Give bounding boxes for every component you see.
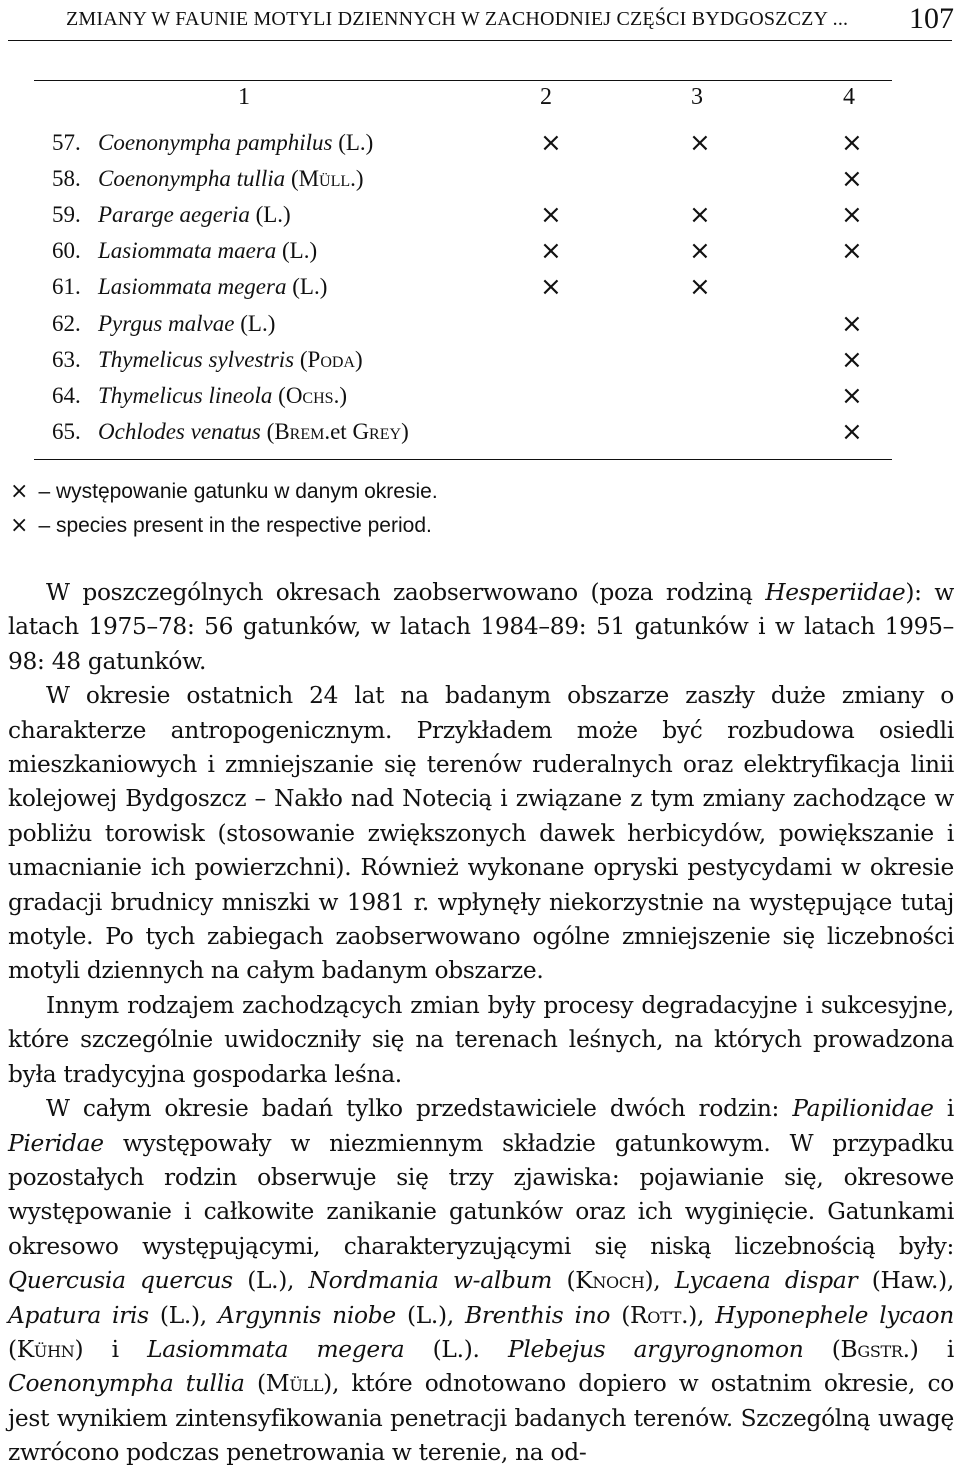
species-name: Thymelicus lineola (Ochs.) — [98, 382, 347, 408]
row-number: 58. — [52, 166, 81, 192]
table-row — [52, 238, 912, 274]
table-row — [52, 380, 912, 419]
presence-mark-icon: × — [689, 128, 711, 158]
presence-mark-icon: × — [540, 272, 562, 303]
table-row — [52, 416, 912, 455]
species-name: Pyrgus malvae (L.) — [98, 310, 276, 336]
presence-mark-icon: × — [540, 200, 562, 231]
page-number: 107 — [909, 2, 954, 35]
cross-mark-icon: × — [10, 513, 29, 538]
body-text — [8, 576, 954, 1471]
presence-mark-icon: × — [841, 344, 863, 375]
species-name: Pararge aegeria (L.) — [98, 202, 291, 228]
presence-mark-icon: × — [689, 272, 711, 303]
running-title: ZMIANY W FAUNIE MOTYLI DZIENNYCH W ZACHODNIEJ CZĘŚCI BYDGOSZCZY ... — [66, 8, 849, 30]
row-number: 59. — [52, 202, 81, 228]
presence-mark-icon: × — [841, 164, 863, 195]
paragraph: Innym rodzajem zachodzących zmian były procesy degradacyjne i sukcesyjne, które szczególnie uwidoczniły się na terenach leśnych, na których prowadzona była tradycyjna gospodarka leśna. — [8, 991, 954, 1088]
table-row — [52, 274, 912, 310]
species-name: Thymelicus sylvestris (Poda) — [98, 346, 363, 372]
cross-mark-icon: × — [10, 479, 29, 504]
presence-mark-icon: × — [540, 236, 562, 267]
species-name: Ochlodes venatus (Brem.et Grey) — [98, 418, 409, 444]
column-header-3: 3 — [691, 84, 703, 110]
presence-mark-icon: × — [841, 416, 863, 447]
row-number: 65. — [52, 418, 81, 444]
table-row — [52, 308, 912, 347]
paragraph: W poszczególnych okresach zaobserwowano (poza rodziną Hesperiidae): w latach 1975–78: 56 gatunków, w latach 1984–89: 51 gatunków i w latach 1995–98: 48 gatunków. — [8, 579, 954, 675]
row-number: 60. — [52, 238, 81, 264]
column-header-4: 4 — [843, 84, 855, 110]
species-name: Coenonympha pamphilus (L.) — [98, 130, 374, 155]
row-number: 61. — [52, 274, 81, 300]
column-header-2: 2 — [540, 84, 552, 110]
column-header-1: 1 — [238, 84, 250, 110]
species-name: Lasiommata maera (L.) — [98, 238, 318, 264]
presence-mark-icon: × — [689, 236, 711, 267]
presence-mark-icon: × — [841, 380, 863, 411]
legend-en-text: – species present in the respective period. — [38, 514, 432, 537]
legend-en — [10, 513, 432, 538]
table-row — [52, 344, 912, 383]
presence-mark-icon: × — [540, 128, 562, 158]
header-rule — [8, 40, 952, 41]
running-header — [66, 4, 954, 40]
legend-pl — [10, 479, 438, 504]
species-name: Coenonympha tullia (Müll.) — [98, 166, 364, 192]
row-number: 63. — [52, 346, 81, 372]
presence-mark-icon: × — [841, 128, 863, 158]
row-number: 64. — [52, 382, 81, 408]
presence-mark-icon: × — [689, 200, 711, 231]
presence-mark-icon: × — [841, 236, 863, 267]
legend-pl-text: – występowanie gatunku w danym okresie. — [38, 480, 438, 503]
row-number: 57. — [52, 130, 81, 155]
paragraph: W okresie ostatnich 24 lat na badanym obszarze zaszły duże zmiany o charakterze antropogenicznym. Przykładem może być rozbudowa osiedli mieszkaniowych i zmniejszanie się terenów ruderalnych oraz elektryfikacja linii kolejowej Bydgoszcz – Nakło nad Notecią i związane z tym zmiany zachodzące w pobliżu torowisk (stosowanie zwiększonych dawek herbicydów, powiększanie i umacnianie ich powierzchni). Również wykonane opryski pestycydami w okresie gradacji brudnicy mniszki w 1981 r. wpłynęły niekorzystnie na występujące tutaj motyle. Po tych zabiegach zaobserwowano ogólne zmniejszenie się liczebności motyli dziennych na całym badanym obszarze. — [8, 682, 954, 985]
table-row — [52, 202, 912, 238]
paragraph: W całym okresie badań tylko przedstawiciele dwóch rodzin: Papilionidae i Pieridae występowały w niezmiennym składzie gatunkowym. W przypadku pozostałych rodzin obserwuje się trzy zjawiska: pojawianie się, okresowe występowanie i całkowite zanikanie gatunków oraz ich wyginięcie. Gatunkami okresowo występującymi, charakteryzującymi się niską liczebnością były: Quercusia quercus (L.), Nordmania w-album (Knoch), Lycaena dispar (Haw.), Apatura iris (L.), Argynnis niobe (L.), Brenthis ino (Rott.), Hyponephele lycaon (Kühn) i Lasiommata megera (L.). Plebejus argyrognomon (Bgstr.) i Coenonympha tullia (Müll), które odnotowano dopiero w ostatnim okresie, co jest wynikiem zintensyfikowania penetracji badanych terenów. Szczególną uwagę zwrócono podczas penetrowania w terenie, na od- — [8, 1095, 955, 1467]
row-number: 62. — [52, 310, 81, 336]
species-name: Lasiommata megera (L.) — [98, 274, 328, 300]
table-row — [52, 166, 912, 202]
table-row — [52, 130, 912, 166]
presence-mark-icon: × — [841, 308, 863, 339]
presence-mark-icon: × — [841, 200, 863, 231]
